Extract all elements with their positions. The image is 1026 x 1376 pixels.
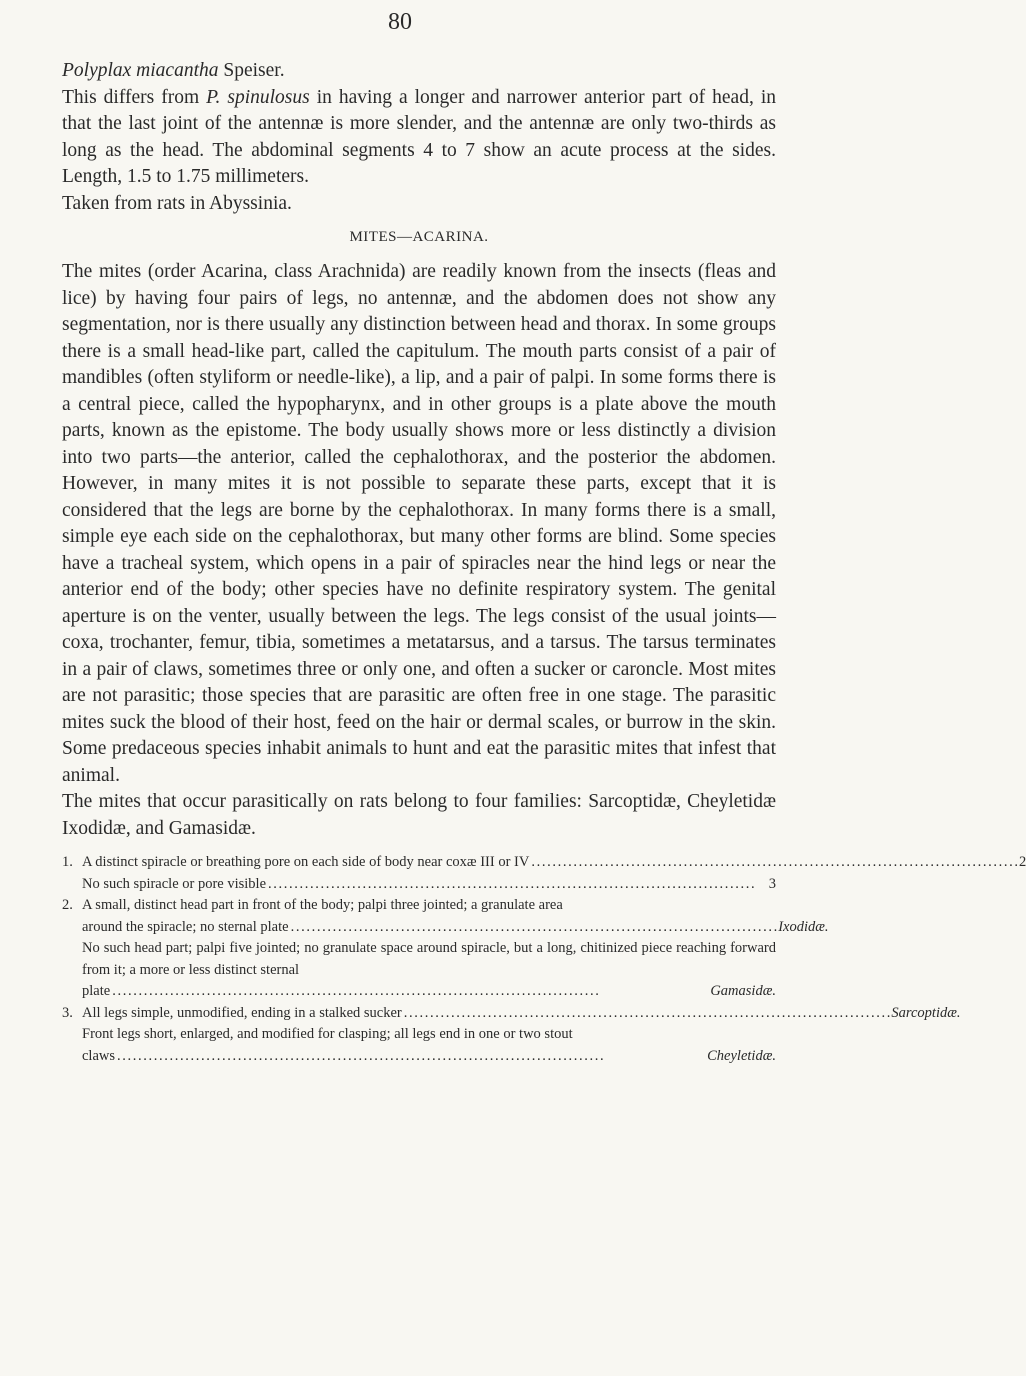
key-result: 3	[768, 875, 776, 892]
leader-dots	[531, 852, 1017, 874]
page-content	[62, 58, 1026, 1067]
section-heading: MITES—ACARINA.	[349, 229, 489, 245]
key-text: A small, distinct head part in front of the body; palpi three jointed; a granulate area	[82, 897, 563, 913]
key-text: around the spiracle; no sternal plate	[82, 918, 289, 935]
key-text: A distinct spiracle or breathing pore on each side of body near coxæ III or IV	[82, 854, 530, 870]
leader-dots	[268, 874, 767, 896]
key-result: Gamasidæ.	[710, 983, 776, 999]
key-result: Sarcoptidæ.	[891, 1004, 961, 1021]
key-number: 1.	[62, 854, 73, 870]
identification-key	[62, 852, 1026, 1067]
species-description	[62, 58, 776, 191]
intro-paragraph: The mites (order Acarina, class Arachnida) are readily known from the insects (fleas and lice) by having four pairs of legs, no antennæ, and the abdomen does not show any segmentation, nor is there usually any distinction between head and thorax. In some groups there is a small head-like part, called the capitulum. The mouth parts consist of a pair of mandibles (often styliform or needle-like), a lip, and a pair of palpi. In some forms there is a central piece, called the hypopharynx, and in other groups is a plate above the mouth parts, known as the epistome. The body usually shows more or less distinctly a division into two parts—the anterior, called the cephalothorax, and the posterior the abdomen. However, in many mites it is not possible to separate these parts, except that it is considered that the legs are borne by the cephalothorax. In many forms there is a small, simple eye each side on the cephalothorax, but many other forms are blind. Some species have a tracheal system, which opens in a pair of spiracles near the hind legs or near the anterior end of the body; other species have no definite respiratory system. The genital aperture is on the venter, usually between the legs. The legs consist of the usual joints—coxa, trochanter, femur, tibia, sometimes a metatarsus, and a tarsus. The tarsus terminates in a pair of claws, sometimes three or only one, and often a sucker or caroncle. Most mites are not parasitic; those species that are parasitic are often free in one stage. The parasitic mites suck the blood of their host, feed on the hair or dermal scales, or burrow in the skin. Some predaceous species inhabit animals to hunt and eat the parasitic mites that infest that animal.	[62, 261, 776, 786]
description-part-2: in having a longer and narrower anterior part of head, in that the last joint of the antennæ is more slender, and the antennæ are only two-thirds as long as the head. The abdominal segments 4 to 7 show an acute process at the sides. Length, 1.5 to 1.75 millimeters.	[62, 86, 776, 187]
key-line	[82, 852, 1026, 874]
species-source: Taken from rats in Abyssinia.	[62, 192, 292, 214]
species-name: Polyplax miacantha	[62, 60, 219, 81]
key-result: Ixodidæ.	[778, 918, 829, 935]
key-item-3	[62, 1003, 961, 1068]
key-line	[82, 874, 776, 896]
leader-dots	[291, 917, 777, 939]
key-text: No such spiracle or pore visible	[82, 875, 267, 892]
key-text: Front legs short, enlarged, and modified for clasping; all legs end in one or two stout	[82, 1026, 573, 1042]
key-text: No such head part; palpi five jointed; no granulate space around spiracle, but a long, chitinized piece reaching forward from it; a more or less distinct sternal	[82, 940, 776, 978]
key-text: claws	[82, 1047, 116, 1064]
key-line	[82, 1003, 961, 1025]
leader-dots	[404, 1003, 890, 1025]
description-part-1: This differs from	[62, 86, 207, 108]
families-paragraph: The mites that occur parasitically on rats belong to four families: Sarcoptidæ, Cheyletidæ Ixodidæ, and Gamasidæ.	[62, 791, 776, 839]
key-line	[82, 917, 829, 939]
species-author: Speiser.	[223, 60, 285, 81]
leader-dots	[112, 981, 708, 1003]
species-entry	[62, 58, 776, 217]
key-text: All legs simple, unmodified, ending in a stalked sucker	[82, 1004, 402, 1021]
key-line	[82, 1046, 776, 1068]
key-line	[82, 981, 776, 1003]
key-item-2	[62, 895, 829, 1003]
key-text: plate	[82, 983, 111, 999]
key-item-1	[62, 852, 1026, 895]
key-number: 3.	[62, 1004, 73, 1021]
compare-species: P. spinulosus	[206, 86, 310, 108]
key-result: Cheyletidæ.	[707, 1047, 776, 1064]
leader-dots	[117, 1046, 705, 1068]
page-number: 80	[388, 9, 412, 35]
key-result: 2	[1018, 854, 1026, 870]
key-number: 2.	[62, 897, 73, 913]
